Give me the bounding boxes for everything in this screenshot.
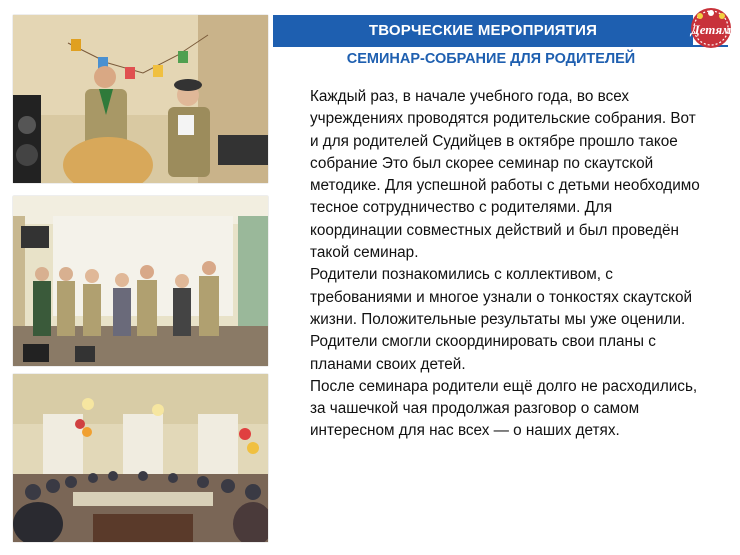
children-logo xyxy=(686,6,736,52)
paragraph-2: Родители познакомились с коллективом, с требованиями и многое узнали о тонкостях скаутской жизни. Положительные результаты мы уже оценили. Родители смогли скоординировать свои планы с планами своих детей. xyxy=(310,266,693,373)
photo-scout-leaders xyxy=(13,15,268,183)
section-title: ТВОРЧЕСКИЕ МЕРОПРИЯТИЯ xyxy=(273,15,693,45)
paragraph-1: Каждый раз, в начале учебного года, во всех учреждениях проводятся родительские собрания. Вот и для родителей Судийцев в октябре прошло такое собрание Это был скорее семинар по скаутской методике. Для успешной работы с детьми необходимо тесное сотрудничество с родителями. Для координации совместных действий и был проведён такой семинар. xyxy=(310,88,700,262)
page-subtitle: СЕМИНАР-СОБРАНИЕ ДЛЯ РОДИТЕЛЕЙ xyxy=(346,51,636,67)
title-underline xyxy=(273,45,728,47)
paragraph-3: После семинара родители ещё долго не расходились, за чашечкой чая продолжая разговор о самом интересном для нас всех — о наших детях. xyxy=(310,377,698,440)
logo-text: Детям xyxy=(690,22,732,37)
article-text xyxy=(310,86,705,443)
photo-scout-group xyxy=(13,196,268,366)
photo-parents-hall xyxy=(13,374,268,542)
